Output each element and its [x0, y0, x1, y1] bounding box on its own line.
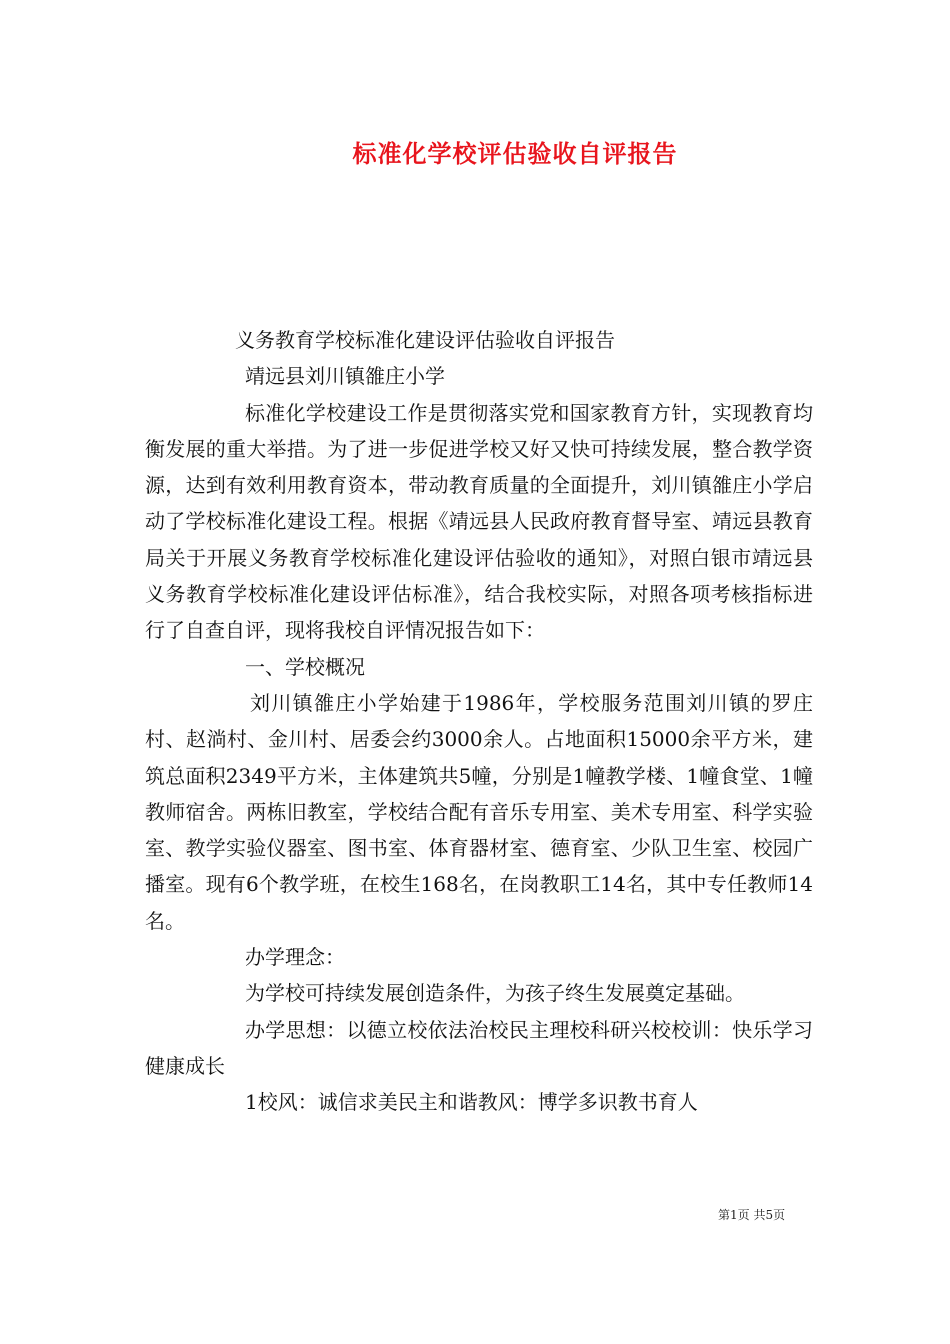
school-name: 靖远县刘川镇雒庄小学	[245, 364, 445, 389]
intro-paragraph: 标准化学校建设工作是贯彻落实党和国家教育方针，实现教育均衡发展的重大举措。为了进一步促进学校又好又快可持续发展，整合教学资源，达到有效利用教育资本，带动教育质量的全面提升，刘川镇雒庄小学启动了学校标准化建设工程。根据《靖远县人民政府教育督导室、靖远县教育局关于开展义务教育学校标准化建设评估验收的通知》，对照白银市靖远县义务教育学校标准化建设评估标准》，结合我校实际，对照各项考核指标进行了自查自评，现将我校自评情况报告如下：	[145, 400, 813, 643]
culture-paragraph: 1校风：诚信求美民主和谐教风：博学多识教书育人	[245, 1090, 698, 1115]
page-number: 第1页 共5页	[718, 1208, 786, 1222]
page-title: 标准化学校评估验收自评报告	[352, 140, 678, 168]
thought-paragraph: 办学思想：以德立校依法治校民主理校科研兴校校训：快乐学习健康成长	[145, 1017, 813, 1078]
philosophy-paragraph: 为学校可持续发展创造条件，为孩子终生发展奠定基础。	[245, 981, 745, 1006]
report-subtitle: 义务教育学校标准化建设评估验收自评报告	[235, 328, 615, 352]
document-body	[145, 322, 813, 1121]
overview-paragraph: 刘川镇雒庄小学始建于1986年，学校服务范围刘川镇的罗庄村、赵淌村、金川村、居委会约3000余人。占地面积15000余平方米，建筑总面积2349平方米，主体建筑共5幢，分别是1幢教学楼、1幢食堂、1幢教师宿舍。两栋旧教室，学校结合配有音乐专用室、美术专用室、科学实验室、教学实验仪器室、图书室、体育器材室、德育室、少队卫生室、校园广播室。现有6个教学班，在校生168名，在岗教职工14名，其中专任教师14名。	[145, 690, 813, 933]
section-heading-overview: 一、学校概况	[245, 654, 365, 679]
philosophy-label: 办学理念：	[245, 945, 345, 970]
